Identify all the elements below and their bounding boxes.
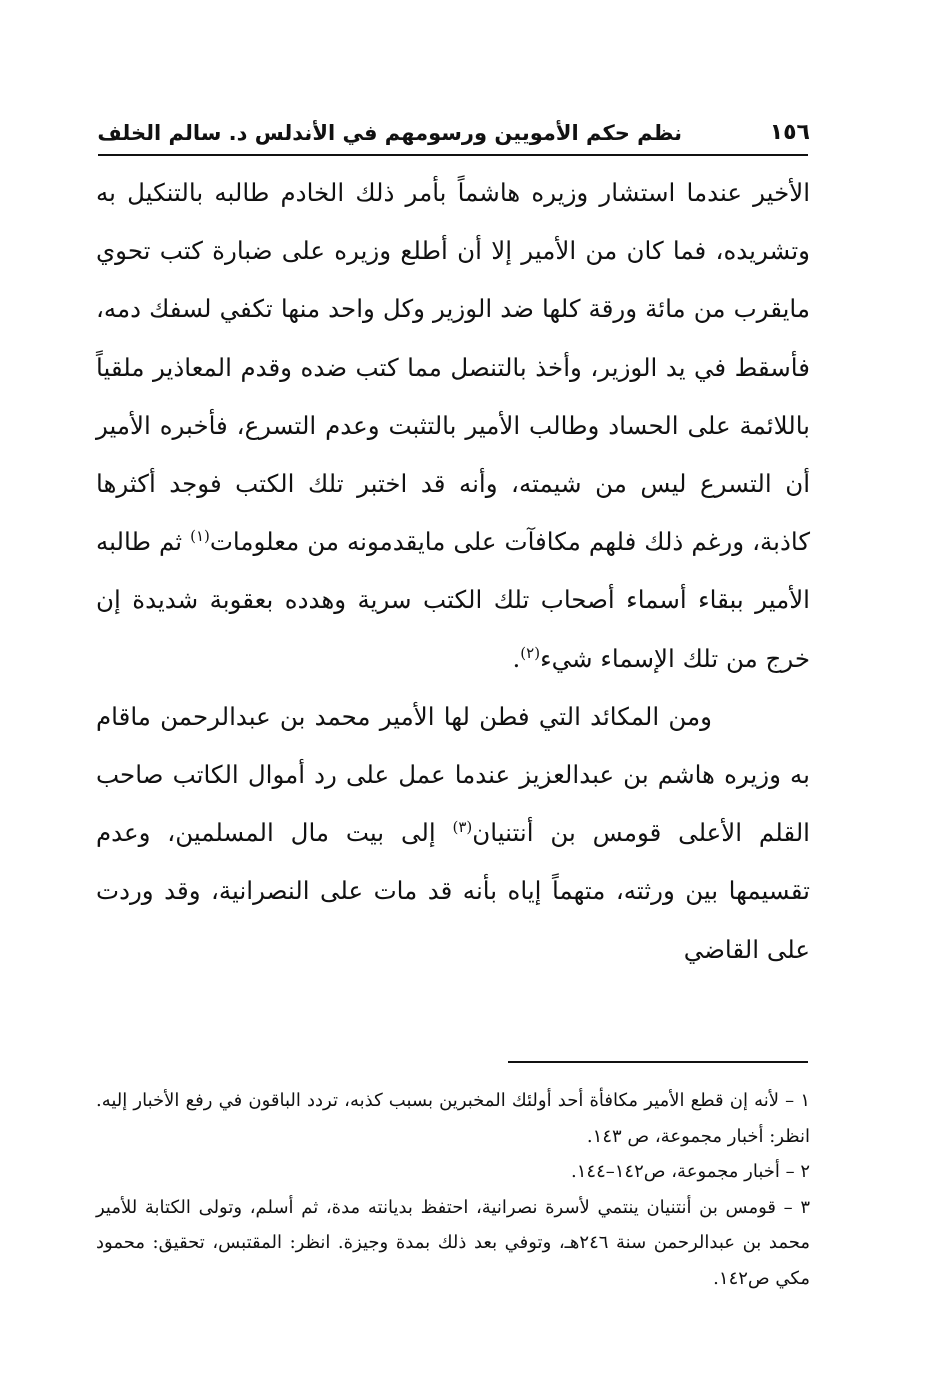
footnote-reference[interactable]: (٢)	[520, 643, 541, 662]
paragraph-text: إلى بيت مال المسلمين، وعدم تقسيمها بين ورثته، متهماً إياه بأنه قد مات على النصرانية، وقد وردت على القاضي	[96, 818, 810, 964]
body-paragraph	[96, 688, 810, 979]
paragraph-text: ثم طالبه الأمير ببقاء أسماء أصحاب تلك الكتب سرية وهدده بعقوبة شديدة إن خرج من تلك الإسماء شيء	[96, 527, 810, 673]
body-paragraph	[96, 164, 810, 688]
paragraph-text: ومن المكائد التي فطن لها الأمير محمد بن عبدالرحمن ماقام به وزيره هاشم بن عبدالعزيز عندما عمل على رد أموال الكاتب صاحب القلم الأعلى قومس بن أنتنيان	[96, 701, 810, 848]
footnotes	[96, 1083, 810, 1296]
page-number: ١٥٦	[769, 120, 810, 145]
header-divider	[98, 154, 808, 156]
footnote-item: ٢ – أخبار مجموعة، ص١٤٢–١٤٤.	[571, 1161, 810, 1182]
footnote-divider	[508, 1061, 808, 1063]
paragraph-text: الأخير عندما استشار وزيره هاشماً بأمر ذلك الخادم طالبه بالتنكيل به وتشريده، فما كان من الأمير إلا أن أطلع وزيره على ضبارة كتب تحوي مايقرب من مائة ورقة كلها ضد الوزير وكل واحد منها تكفي لسفك دمه، فأسقط في يد الوزير، وأخذ بالتنصل مما كتب ضده وقدم المعاذير ملقياً باللائمة على الحساد وطالب الأمير بالتثبت وعدم التسرع، فأخبره الأمير أن التسرع ليس من شيمته، وأنه قد اختبر تلك الكتب فوجد أكثرها كاذبة، ورغم ذلك فلهم مكافآت على مايقدمونه من معلومات	[96, 178, 810, 557]
paragraph-text: .	[512, 643, 521, 673]
footnote-reference[interactable]: (١)	[190, 527, 210, 546]
footnote-item: ٣ – قومس بن أنتنيان ينتمي لأسرة نصرانية، احتفظ بديانته مدة، ثم أسلم، وتولى الكتابة للأمير محمد بن عبدالرحمن سنة ٢٤٦هـ، وتوفي بعد ذلك بمدة وجيزة. انظر: المقتبس، تحقيق: محمود مكي ص١٤٢.	[96, 1196, 811, 1289]
footnote-reference[interactable]: (٣)	[452, 818, 473, 837]
footnote-item: ١ – لأنه إن قطع الأمير مكافأة أحد أولئك المخبرين بسبب كذبه، تردد الباقون في رفع الأخبار إليه. انظر: أخبار مجموعة، ص ١٤٣.	[96, 1090, 810, 1147]
running-header	[98, 118, 810, 154]
running-header-title: نظم حكم الأمويين ورسومهم في الأندلس د. سالم الخلف	[97, 121, 682, 145]
main-text	[96, 164, 810, 979]
